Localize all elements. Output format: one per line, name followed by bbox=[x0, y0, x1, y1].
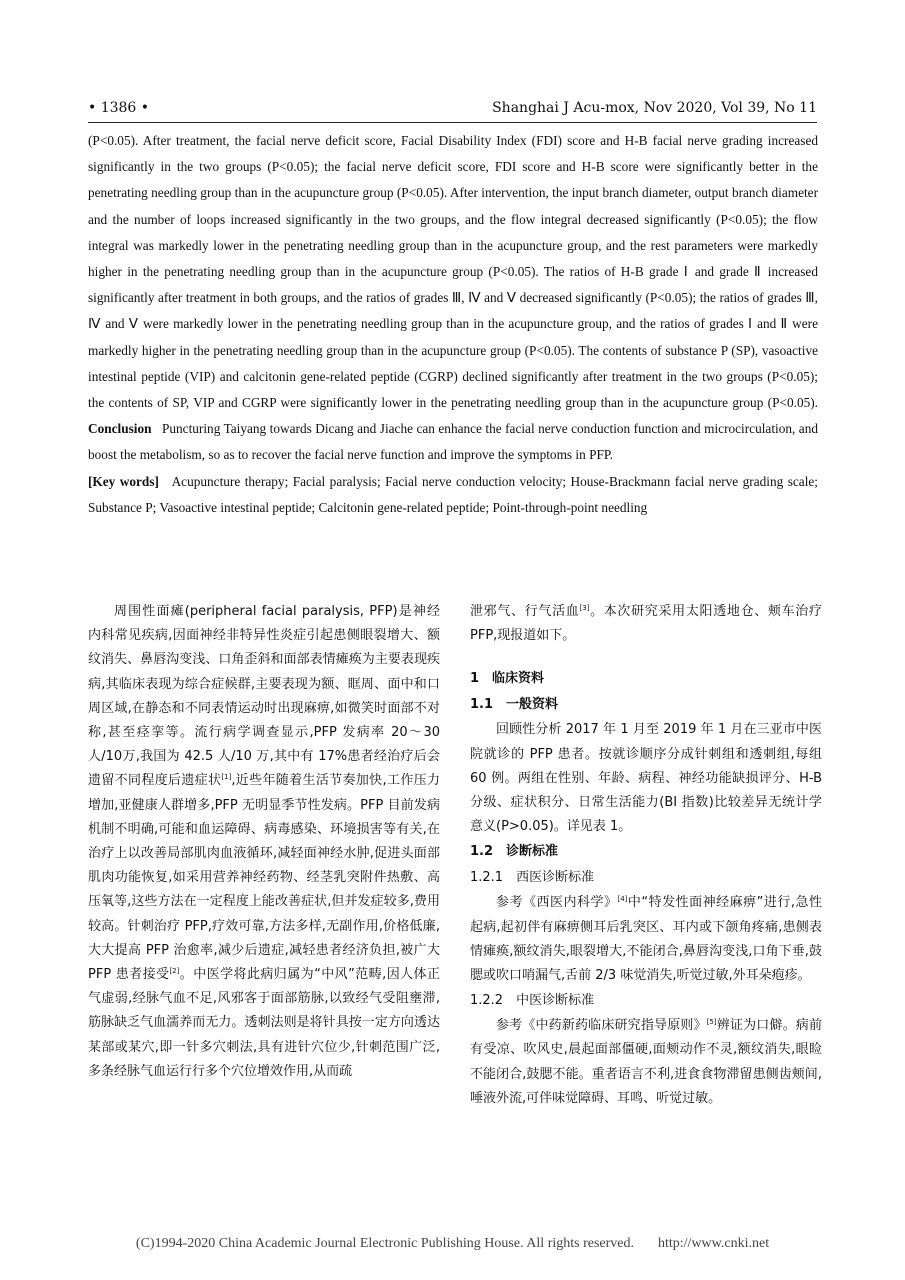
footer-url: http://www.cnki.net bbox=[658, 1236, 770, 1251]
general-data-paragraph: 回顾性分析 2017 年 1 月至 2019 年 1 月在三亚市中医院就诊的 PFP 患者。按就诊顺序分成针刺组和透刺组,每组 60 例。两组在性别、年龄、病程、神经功能缺损评分、H-B 分级、症状积分、日常生活能力(BI 指数)比较差异无统计学意义(P>0.05)。详见表 1。 bbox=[470, 722, 822, 835]
page-header bbox=[88, 96, 817, 120]
keywords bbox=[88, 469, 818, 521]
intro-cont-text-2: 。本次研究采用太阳透地仓、颊车治疗 PFP,现报道如下。 bbox=[470, 604, 822, 644]
intro-text-1: 周围性面瘫(peripheral facial paralysis, PFP)是神经内科常见疾病,因面神经非特异性炎症引起患侧眼裂增大、额纹消失、鼻唇沟变浅、口角歪斜和面部表情瘫痪为主要表现疾病,其临床表现为综合症候群,主要表现为额、眶周、面中和口周区域,在静态和不同表情运动时出现麻痹,如微笑时面部不对称,甚至痉挛等。流行病学调查显示,PFP 发病率 20～30 人/10万,我国为 42.5 人/10 万,其中有 17%患者经治疗后会遗留不同程度后遗症状 bbox=[88, 604, 440, 789]
section-heading-1: 1 临床资料 bbox=[470, 671, 545, 687]
intro-cont-text-1: 泄邪气、行气活血 bbox=[470, 604, 580, 619]
citation-4: [4] bbox=[617, 895, 628, 904]
left-column bbox=[88, 600, 440, 1084]
section-heading-1-2-1: 1.2.1 西医诊断标准 bbox=[470, 870, 595, 886]
section-heading-1-2-2: 1.2.2 中医诊断标准 bbox=[470, 993, 595, 1009]
abstract-results: (P<0.05). After treatment, the facial nerve deficit score, Facial Disability Index (FDI) score and H-B facial nerve grading increased significantly in the two groups (P<0.05); the facial nerve deficit score, FDI score and H-B score were significantly better in the penetrating needling group than in the acupuncture group (P<0.05). After intervention, the input branch diameter, output branch diameter and the number of loops increased significantly in the two groups, and the flow integral decreased significantly (P<0.05); the flow integral was markedly lower in the penetrating needling group than in the acupuncture group, and the rest parameters were markedly higher in the penetrating needling group than in the acupuncture group (P<0.05). The ratios of H-B grade Ⅰ and grade Ⅱ increased significantly after treatment in both groups, and the ratios of grades Ⅲ, Ⅳ and Ⅴ decreased significantly (P<0.05); the ratios of grades Ⅲ, Ⅳ and Ⅴ were markedly lower in the penetrating needling group than in the acupuncture group, and the ratios of grades Ⅰ and Ⅱ were markedly higher in the penetrating needling group than in the acupuncture group (P<0.05). The contents of substance P (SP), vasoactive intestinal peptide (VIP) and calcitonin gene-related peptide (CGRP) declined significantly after treatment in the two groups (P<0.05); the contents of SP, VIP and CGRP were significantly lower in the penetrating needling group than in the acupuncture group (P<0.05). bbox=[88, 133, 818, 411]
journal-citation: Shanghai J Acu-mox, Nov 2020, Vol 39, No 11 bbox=[492, 100, 817, 116]
right-column bbox=[470, 600, 822, 1111]
intro-text-3: 。中医学将此病归属为“中风”范畴,因人体正气虚弱,经脉气血不足,风邪客于面部筋脉,以致经气受阻壅滞,筋脉缺乏气血濡养而无力。透刺法则是将针具按一定方向透达某部或某穴,即一针多穴刺法,具有进针穴位少,针刺范围广泛,多条经脉气血运行行多个穴位增效作用,从而疏 bbox=[88, 967, 440, 1079]
keywords-text: Acupuncture therapy; Facial paralysis; Facial nerve conduction velocity; House-Brackmann facial nerve grading scale; Substance P; Vasoactive intestinal peptide; Calcitonin gene-related peptide; Point-through-point needling bbox=[88, 473, 818, 515]
citation-3: [3] bbox=[579, 604, 590, 612]
keywords-label: [Key words] bbox=[88, 473, 159, 489]
english-abstract bbox=[88, 128, 818, 521]
page-number: • 1386 • bbox=[88, 100, 150, 116]
citation-2: [2] bbox=[169, 967, 180, 976]
tcm-text-1: 参考《中药新药临床研究指导原则》 bbox=[496, 1018, 707, 1034]
conclusion-label: Conclusion bbox=[88, 421, 152, 437]
page-footer bbox=[0, 1236, 905, 1252]
citation-5: [5] bbox=[706, 1018, 717, 1027]
citation-1: [1] bbox=[221, 773, 232, 782]
section-heading-1-1: 1.1 一般资料 bbox=[470, 697, 559, 713]
header-divider bbox=[88, 122, 817, 123]
introduction-paragraph bbox=[88, 600, 440, 1084]
section-heading-1-2: 1.2 诊断标准 bbox=[470, 844, 559, 860]
tcm-criteria-paragraph bbox=[470, 1014, 822, 1111]
western-criteria-paragraph bbox=[470, 891, 822, 988]
tcm-text-2: 辨证为口僻。病前有受凉、吹风史,晨起面部僵硬,面颊动作不灵,额纹消失,眼睑不能闭合,鼓腮不能。重者语言不利,进食食物滞留患侧齿颊间,唾液外流,可伴味觉障碍、耳鸣、听觉过敏。 bbox=[470, 1018, 822, 1106]
abstract-paragraph bbox=[88, 128, 818, 469]
copyright-notice: (C)1994-2020 China Academic Journal Electronic Publishing House. All rights reserved. bbox=[135, 1236, 634, 1251]
intro-text-2: ,近些年随着生活节奏加快,工作压力增加,亚健康人群增多,PFP 无明显季节性发病。PFP 目前发病机制不明确,可能和血运障碍、病毒感染、环境损害等有关,在治疗上以改善局部肌肉血液循环,减轻面神经水肿,促进头面部肌肉功能恢复,如采用营养神经药物、经茎乳突附件热敷、高压氧等,这些方法在一定程度上能改善症状,但并发症较多,费用较高。针刺治疗 PFP,疗效可靠,方法多样,无副作用,价格低廉,大大提高 PFP 治愈率,减少后遗症,减轻患者经济负担,被广大 PFP 患者接受 bbox=[88, 773, 440, 983]
intro-continuation bbox=[470, 600, 822, 648]
western-text-1: 参考《西医内科学》 bbox=[496, 895, 618, 911]
western-text-2: 中“特发性面神经麻痹”进行,急性起病,起初伴有麻痹侧耳后乳突区、耳内或下颌角疼痛,患侧表情瘫痪,额纹消失,眼裂增大,不能闭合,鼻唇沟变浅,口角下垂,鼓腮或吹口哨漏气,舌前 2/3 味觉消失,听觉过敏,外耳朵疱疹。 bbox=[470, 895, 822, 984]
conclusion-text: Puncturing Taiyang towards Dicang and Jiache can enhance the facial nerve conduction function and microcirculation, and boost the metabolism, so as to recover the facial nerve function and improve the symptoms in PFP. bbox=[88, 421, 818, 463]
